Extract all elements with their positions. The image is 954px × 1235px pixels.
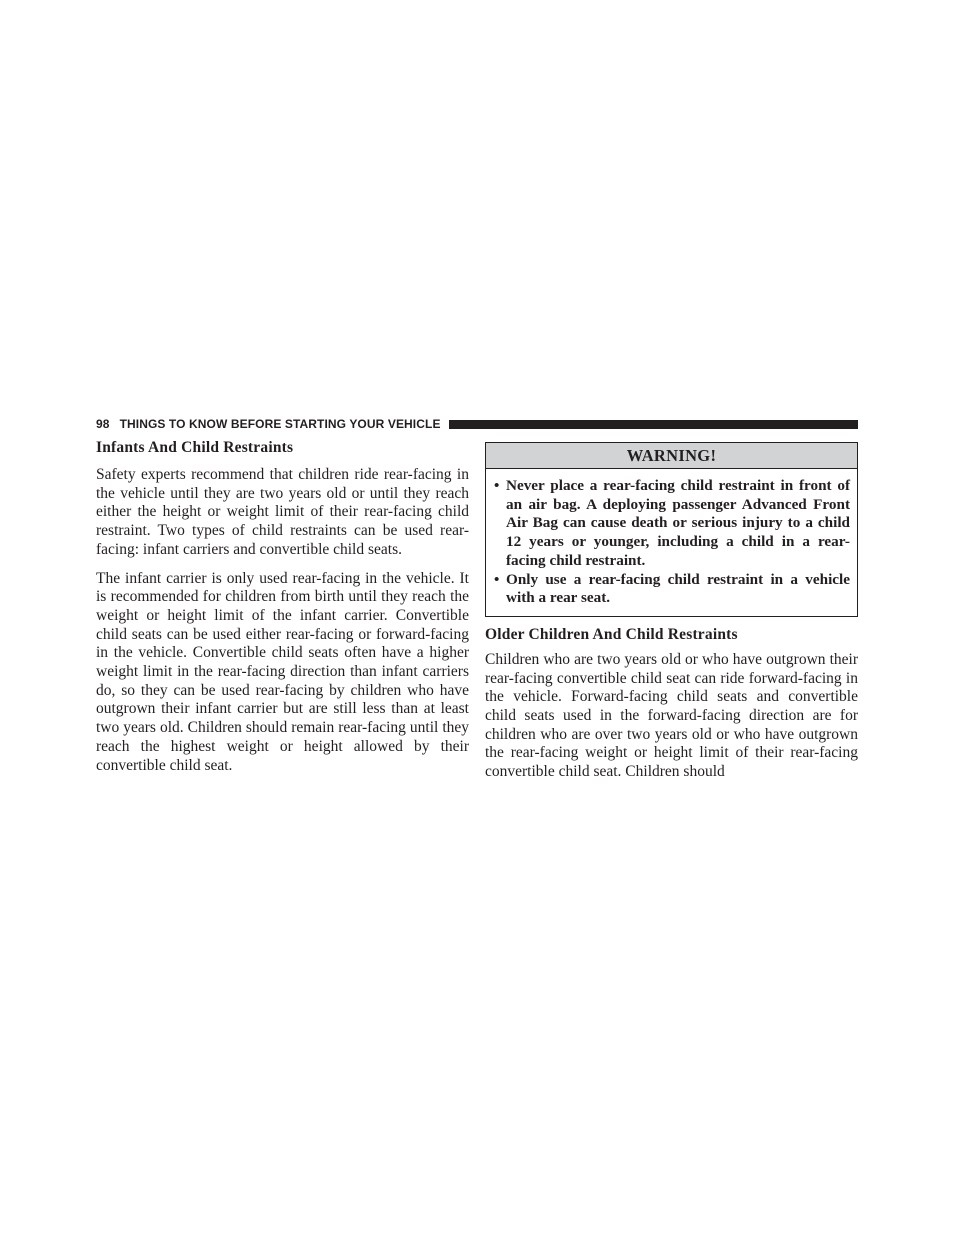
warning-title: WARNING! [486,443,857,469]
right-column [485,442,858,782]
older-children-paragraph: Children who are two years old or who have outgrown their rear-facing convertible child seat can ride forward-facing in the vehicle. Forward-facing child seats and convertible child seats used in the forward-facing direction are for children who are over two years old or who have outgrown the rear-facing weight or height limit of their rear-facing convertible child seat. Children should [485,650,858,781]
infants-paragraph-2: The infant carrier is only used rear-facing in the vehicle. It is recommended for children from birth until they reach the weight or height limit of the infant carrier. Convertible child seats can be used either rear-facing or forward-facing in the vehicle. Convertible child seats often have a higher weight limit in the rear-facing direction than infant carriers do, so they can be used rear-facing by children who have outgrown their infant carrier but are still less than at least two years old. Children should remain rear-facing until they reach the highest weight or height allowed by their convertible child seat. [96,569,469,774]
older-children-heading: Older Children And Child Restraints [485,625,738,643]
page-header [96,416,858,432]
warning-item-text: Never place a rear-facing child restraint in front of an air bag. A deploying passenger Advanced Front Air Bag can cause death or serious injury to a child 12 years or younger, including a child in a rear-facing child restraint. [506,477,850,569]
infants-paragraph-1: Safety experts recommend that children ride rear-facing in the vehicle until they are two years old or until they reach either the height or weight limit of their rear-facing child restraint. Two types of child restraints can be used rear-facing: infant carriers and convertible child seats. [96,466,469,558]
bullet-icon: • [494,477,500,494]
warning-item [494,477,850,571]
section-title: THINGS TO KNOW BEFORE STARTING YOUR VEHICLE [119,417,441,431]
warning-item-text: Only use a rear-facing child restraint in a vehicle with a rear seat. [506,570,850,607]
header-rule [449,420,858,429]
left-column [96,438,469,775]
infants-heading: Infants And Child Restraints [96,439,294,456]
warning-box [485,442,858,617]
warning-item [494,571,850,608]
warning-list [486,469,857,616]
page-number: 98 [96,417,110,431]
bullet-icon: • [494,570,500,588]
